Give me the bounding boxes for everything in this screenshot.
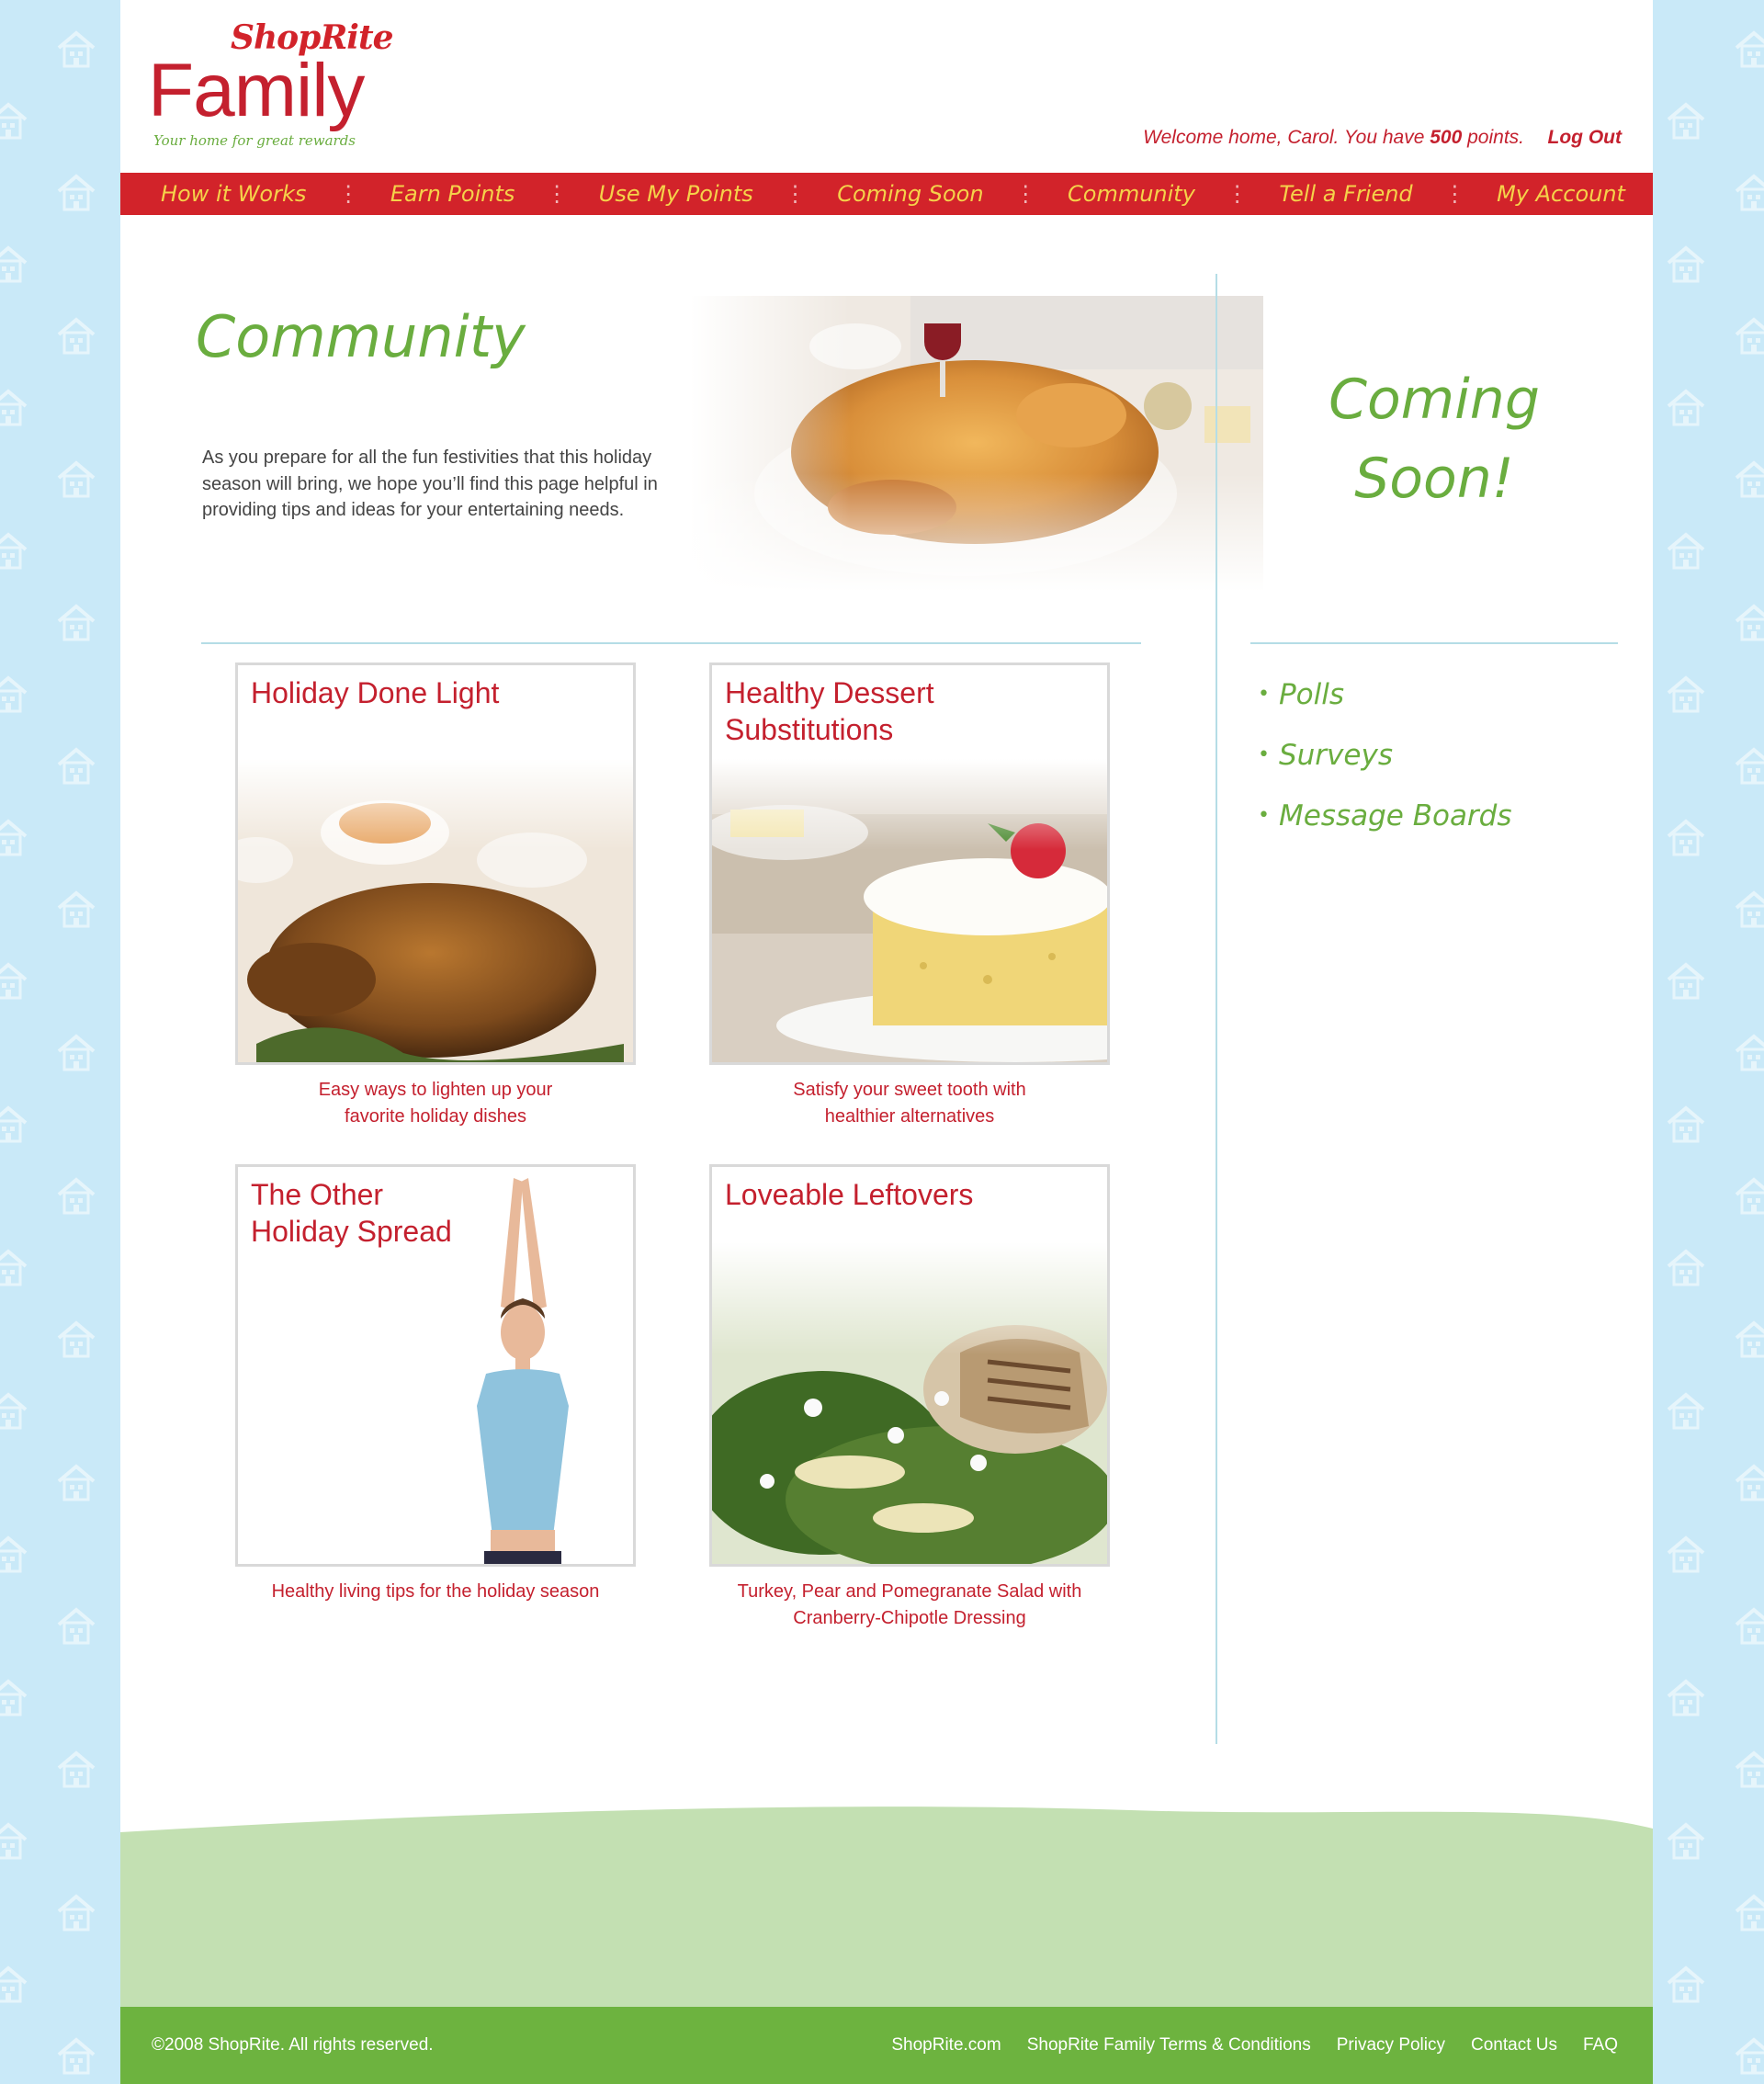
nav-separator: ⋮	[784, 181, 807, 207]
house-icon	[1733, 1174, 1764, 1217]
logo-tagline: Your home for great rewards	[153, 132, 356, 149]
sidebar-item-surveys[interactable]	[1258, 739, 1512, 799]
shoprite-family-logo[interactable]	[148, 18, 396, 156]
nav-separator: ⋮	[337, 181, 360, 207]
nav-separator: ⋮	[1443, 181, 1466, 207]
house-icon	[0, 386, 29, 428]
footer-link-contact[interactable]: Contact Us	[1471, 2035, 1557, 2055]
caption-line: favorite holiday dishes	[345, 1105, 526, 1127]
house-icon	[1733, 888, 1764, 930]
nav-coming-soon[interactable]: Coming Soon	[837, 181, 984, 207]
house-icon	[1733, 744, 1764, 787]
caption-line: Satisfy your sweet tooth with	[793, 1080, 1026, 1100]
house-icon	[0, 529, 29, 572]
caption-line: Easy ways to lighten up your	[318, 1080, 553, 1100]
card-title-line: Healthy Dessert	[725, 676, 934, 709]
nav-separator: ⋮	[1226, 181, 1249, 207]
welcome-message	[1143, 127, 1524, 149]
intro-text: As you prepare for all the fun festivities that this holiday season will bring, we hope you’ll find this page helpful in providing tips and ideas for your entertaining needs.	[202, 447, 658, 520]
sidebar-divider	[1250, 642, 1618, 644]
house-icon	[55, 458, 97, 500]
coming-soon-line: Coming	[1329, 368, 1540, 432]
house-icon	[55, 1461, 97, 1503]
house-icon	[0, 1819, 29, 1862]
house-icon	[0, 1389, 29, 1432]
card-caption	[235, 1077, 636, 1129]
main-nav	[120, 173, 1653, 215]
house-icon	[1733, 458, 1764, 500]
footer-link-privacy[interactable]: Privacy Policy	[1336, 2035, 1445, 2055]
house-icon	[1665, 816, 1707, 858]
card-title-line: The Other	[251, 1178, 384, 1211]
nav-separator: ⋮	[546, 181, 569, 207]
house-icon	[55, 171, 97, 213]
house-icon	[55, 1318, 97, 1360]
nav-use-my-points[interactable]: Use My Points	[598, 181, 753, 207]
logout-link[interactable]: Log Out	[1547, 127, 1622, 148]
house-icon	[1733, 1031, 1764, 1073]
card-title	[251, 674, 499, 711]
house-icon	[55, 314, 97, 357]
house-icon	[1733, 1604, 1764, 1647]
welcome-suffix: points.	[1462, 127, 1524, 148]
card-healthy-dessert-substitutions[interactable]	[709, 663, 1110, 1065]
house-icon	[1733, 1461, 1764, 1503]
house-icon	[55, 744, 97, 787]
house-icon	[55, 1031, 97, 1073]
house-icon	[0, 673, 29, 715]
house-icon	[0, 99, 29, 142]
house-icon	[1733, 1748, 1764, 1790]
coming-soon-list	[1258, 678, 1512, 860]
house-icon	[55, 888, 97, 930]
house-icon	[55, 1174, 97, 1217]
footer-links	[891, 2035, 1618, 2056]
welcome-prefix: Welcome home, Carol. You have	[1143, 127, 1430, 148]
house-icon	[1733, 314, 1764, 357]
page-title: Community	[196, 303, 526, 370]
nav-separator: ⋮	[1014, 181, 1037, 207]
nav-community[interactable]: Community	[1068, 181, 1195, 207]
nav-earn-points[interactable]: Earn Points	[390, 181, 515, 207]
house-icon	[55, 1891, 97, 1933]
sidebar-item-label: Message Boards	[1278, 799, 1512, 832]
house-icon	[1733, 171, 1764, 213]
sidebar-item-message-boards[interactable]	[1258, 799, 1512, 860]
card-holiday-done-light[interactable]	[235, 663, 636, 1065]
caption-line: Healthy living tips for the holiday season	[271, 1581, 600, 1602]
card-title-line: Substitutions	[725, 713, 894, 746]
coming-soon-line: Soon!	[1354, 447, 1514, 511]
card-the-other-holiday-spread[interactable]	[235, 1164, 636, 1567]
house-icon	[1733, 28, 1764, 70]
sidebar-item-label: Surveys	[1278, 739, 1393, 772]
house-icon	[55, 1748, 97, 1790]
house-icon	[1665, 673, 1707, 715]
logo-shoprite-text: ShopRite	[231, 18, 393, 57]
house-icon	[55, 28, 97, 70]
sidebar-item-polls[interactable]	[1258, 678, 1512, 739]
footer-link-shoprite-com[interactable]: ShopRite.com	[891, 2035, 1001, 2055]
footer-link-terms[interactable]: ShopRite Family Terms & Conditions	[1026, 2035, 1311, 2055]
card-title-line: Holiday Done Light	[251, 676, 500, 709]
card-title-line: Loveable Leftovers	[725, 1178, 974, 1211]
card-caption	[709, 1077, 1110, 1129]
house-icon	[0, 1963, 29, 2005]
house-icon	[0, 1676, 29, 1718]
house-icon	[1733, 601, 1764, 643]
sidebar-item-label: Polls	[1278, 678, 1345, 711]
card-title-line: Holiday Spread	[251, 1215, 452, 1248]
footer-link-faq[interactable]: FAQ	[1582, 2035, 1618, 2055]
nav-my-account[interactable]: My Account	[1497, 181, 1625, 207]
card-loveable-leftovers[interactable]	[709, 1164, 1110, 1567]
hero-turkey-image	[690, 296, 1263, 592]
house-icon	[55, 1604, 97, 1647]
house-icon	[0, 243, 29, 285]
nav-how-it-works[interactable]: How it Works	[161, 181, 307, 207]
house-icon	[1665, 99, 1707, 142]
coming-soon-heading	[1250, 360, 1618, 518]
house-icon	[0, 1103, 29, 1145]
house-icon	[0, 1533, 29, 1575]
house-icon	[1665, 243, 1707, 285]
house-icon	[0, 959, 29, 1002]
column-divider	[1216, 274, 1217, 1744]
bullet-icon: •	[1258, 743, 1270, 766]
dessert-cake-image	[712, 759, 1107, 1062]
logo-family-text	[148, 49, 365, 132]
card-caption	[709, 1579, 1110, 1631]
card-caption	[235, 1579, 636, 1605]
roast-turkey-image	[238, 759, 633, 1062]
logo-family-wordmark: Family	[148, 49, 365, 132]
house-icon	[1665, 529, 1707, 572]
page-container	[120, 0, 1653, 2084]
caption-line: Cranberry-Chipotle Dressing	[793, 1607, 1026, 1628]
house-icon	[1665, 1389, 1707, 1432]
house-icon	[1665, 1103, 1707, 1145]
house-icon	[55, 601, 97, 643]
turkey-pear-salad-image	[712, 1242, 1107, 1564]
house-icon	[0, 816, 29, 858]
house-icon	[1665, 1533, 1707, 1575]
caption-line: Turkey, Pear and Pomegranate Salad with	[737, 1581, 1082, 1602]
bullet-icon: •	[1258, 683, 1270, 706]
house-icon	[1665, 1963, 1707, 2005]
house-icon	[55, 2034, 97, 2077]
house-icon	[1665, 386, 1707, 428]
house-icon	[1665, 1676, 1707, 1718]
nav-tell-a-friend[interactable]: Tell a Friend	[1279, 181, 1413, 207]
card-title	[725, 674, 934, 748]
section-divider	[201, 642, 1141, 644]
house-icon	[1665, 1246, 1707, 1288]
copyright-text: ©2008 ShopRite. All rights reserved.	[152, 2035, 434, 2055]
house-icon	[1665, 959, 1707, 1002]
house-icon	[0, 1246, 29, 1288]
house-icon	[1733, 1318, 1764, 1360]
footer	[120, 2007, 1653, 2084]
bullet-icon: •	[1258, 804, 1270, 827]
caption-line: healthier alternatives	[824, 1105, 995, 1127]
card-title	[725, 1176, 973, 1213]
house-icon	[1733, 1891, 1764, 1933]
points-count: 500	[1430, 127, 1463, 148]
house-icon	[1733, 2034, 1764, 2077]
footer-wave	[120, 1801, 1653, 2008]
card-title	[251, 1176, 452, 1250]
house-icon	[1665, 1819, 1707, 1862]
